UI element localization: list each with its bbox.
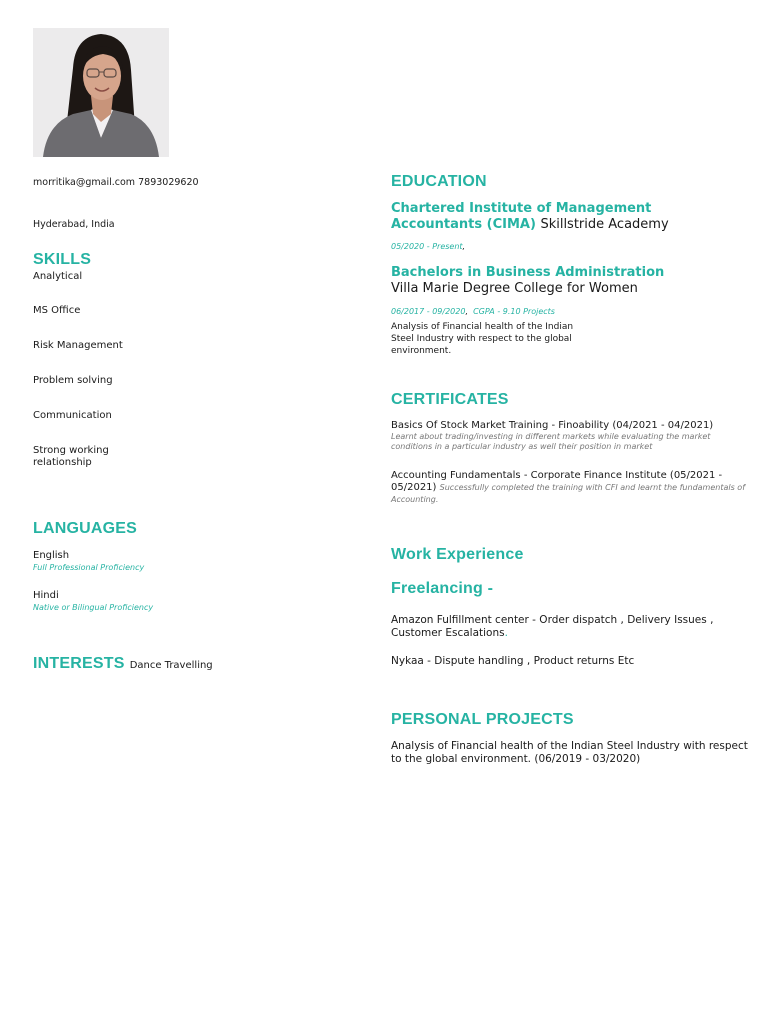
interests-text: Dance Travelling — [129, 660, 213, 671]
education-institution: Skillstride Academy — [540, 217, 669, 232]
education-extra: CGPA - 9.10 Projects — [473, 307, 555, 316]
education-entry — [391, 201, 741, 253]
contact-email[interactable]: morritika@gmail.com — [33, 177, 136, 188]
certificate-entry — [391, 420, 751, 452]
skill-item: Analytical — [33, 271, 83, 282]
language-level: Full Professional Proficiency — [33, 563, 145, 572]
work-item-text: Nykaa - Dispute handling , Product returns Etc — [391, 655, 635, 667]
certificate-entry — [391, 470, 746, 506]
skill-item: Problem solving — [33, 375, 113, 386]
education-dates-suffix: , — [465, 307, 468, 316]
work-item — [391, 655, 731, 668]
interests-row — [33, 653, 213, 673]
contact-phone: 7893029620 — [138, 177, 199, 188]
work-item-suffix: . — [504, 627, 508, 639]
skill-item: Communication — [33, 410, 112, 421]
certificate-note: Learnt about trading/investing in different markets while evaluating the market conditions in a particular industry as well their position in market — [391, 432, 711, 451]
education-dates-row — [391, 299, 741, 318]
skill-item: Risk Management — [33, 340, 123, 351]
education-entry — [391, 265, 741, 357]
education-dates: 06/2017 - 09/2020 — [391, 307, 466, 316]
interests-heading: INTERESTS — [33, 655, 125, 672]
skill-item: MS Office — [33, 305, 81, 316]
skill-item: Strong working relationship — [33, 445, 109, 468]
education-institution: Villa Marie Degree College for Women — [391, 281, 638, 296]
language-name: English — [33, 550, 70, 561]
work-item — [391, 614, 731, 640]
work-heading: Work Experience — [391, 546, 524, 563]
contact-location: Hyderabad, India — [33, 219, 115, 230]
education-heading: EDUCATION — [391, 173, 487, 190]
profile-photo — [33, 28, 169, 157]
education-dates-row — [391, 234, 741, 253]
certificates-heading: CERTIFICATES — [391, 391, 509, 408]
education-degree: Bachelors in Business Administration — [391, 265, 665, 280]
education-dates: 05/2020 - Present — [391, 242, 463, 251]
work-item-text: Amazon Fulfillment center - Order dispatch , Delivery Issues , Customer Escalations — [391, 614, 714, 639]
education-degree: Chartered Institute of Management Accountants (CIMA) — [391, 201, 652, 232]
certificate-title: Accounting Fundamentals - Corporate Finance Institute (05/2021 - 05/2021) — [391, 470, 723, 493]
language-level: Native or Bilingual Proficiency — [33, 603, 154, 612]
profile-photo-illustration — [33, 28, 169, 157]
skills-heading: SKILLS — [33, 251, 92, 268]
education-dates-suffix: , — [462, 242, 466, 251]
certificate-note: Successfully completed the training with CFI and learnt the fundamentals of Accounting. — [391, 483, 746, 504]
education-description: Analysis of Financial health of the Indian Steel Industry with respect to the global environment. — [391, 322, 574, 356]
language-name: Hindi — [33, 590, 59, 601]
languages-heading: LANGUAGES — [33, 520, 138, 537]
projects-text: Analysis of Financial health of the Indian Steel Industry with respect to the global environment. (06/2019 - 03/2020) — [391, 740, 748, 765]
projects-heading: PERSONAL PROJECTS — [391, 711, 574, 728]
contact-line — [33, 177, 199, 189]
certificate-title: Basics Of Stock Market Training - Finoability (04/2021 - 04/2021) — [391, 420, 714, 431]
work-subheading: Freelancing - — [391, 580, 494, 597]
